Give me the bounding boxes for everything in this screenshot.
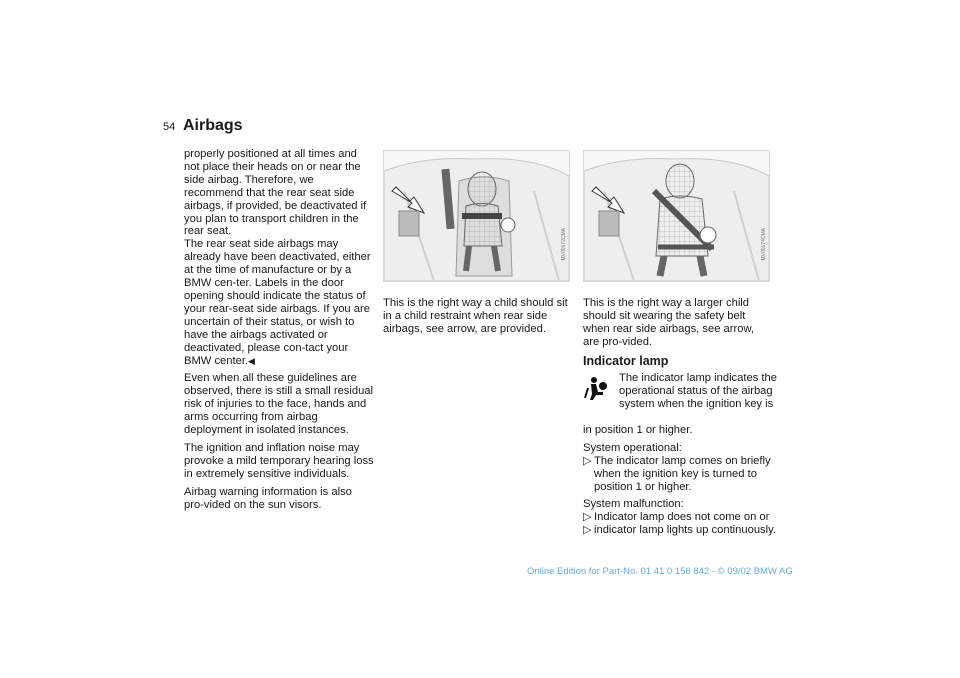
larger-child-belt-illustration <box>583 150 770 282</box>
paragraph: in position 1 or higher. <box>583 423 693 436</box>
paragraph: properly positioned at all times and not place their heads on or near the side airbag. Therefore, we recommend that the rear seat side airbags, if provided, be deactivated if you plan to transport children in the rear seat. <box>184 148 367 238</box>
status-label: System operational: <box>583 441 682 454</box>
figure-caption: This is the right way a child should sit in a child restraint when rear side airbags, see arrow, are provided. <box>383 297 568 335</box>
bullet-marker: ▷ <box>583 454 592 467</box>
figure-code: MV00174CMA <box>761 228 767 261</box>
child-restraint-illustration <box>383 150 570 282</box>
airbag-warning-icon <box>583 374 611 402</box>
seat-illustration-svg <box>384 151 569 281</box>
paragraph: Airbag warning information is also pro-vided on the sun visors. <box>184 485 352 511</box>
list-item: ▷ The indicator lamp comes on briefly when the ignition key is turned to position 1 or higher. <box>583 454 771 493</box>
end-of-section-marker: ◀ <box>248 355 255 366</box>
indicator-description: The indicator lamp indicates the operational status of the airbag system when the ignition key is <box>619 371 777 410</box>
body-column-left <box>184 148 374 516</box>
bullet-marker: ▷ <box>583 524 592 537</box>
paragraph: The rear seat side airbags may already have been deactivated, either at the time of manufacture or by a BMW cen-ter. Labels in the door opening should indicate the status of your rear-seat side airbags. If you are uncertain of their status, or wish to have the airbags activated or deactivated, please con-tact your BMW center.◀ <box>184 238 371 367</box>
bullet-marker: ▷ <box>583 511 592 524</box>
status-label: System malfunction: <box>583 498 684 511</box>
list-item: ▷ indicator lamp lights up continuously. <box>583 524 776 537</box>
figure-caption: This is the right way a larger child should sit wearing the safety belt when rear side airbags, see arrow, are pro-vided. <box>583 297 755 348</box>
paragraph: Even when all these guidelines are observed, there is still a small residual risk of injuries to the face, hands and arms occurring from airbag deployment in isolated instances. <box>184 372 374 437</box>
indicator-intro <box>583 372 778 424</box>
seat-illustration-svg <box>584 151 769 281</box>
indicator-lamp-section <box>583 355 778 537</box>
section-heading: Indicator lamp <box>583 354 669 368</box>
page-title: Airbags <box>183 117 243 134</box>
list-item: ▷ Indicator lamp does not come on or <box>583 511 770 524</box>
page-number: 54 <box>163 121 176 133</box>
paragraph: The ignition and inflation noise may provoke a mild temporary hearing loss in extremely sensitive individuals. <box>184 441 374 480</box>
footer-edition-note: Online Edition for Part-No. 01 41 0 156 842 - © 09/02 BMW AG <box>527 566 793 577</box>
figure-code: MV00172CMA <box>561 228 567 261</box>
